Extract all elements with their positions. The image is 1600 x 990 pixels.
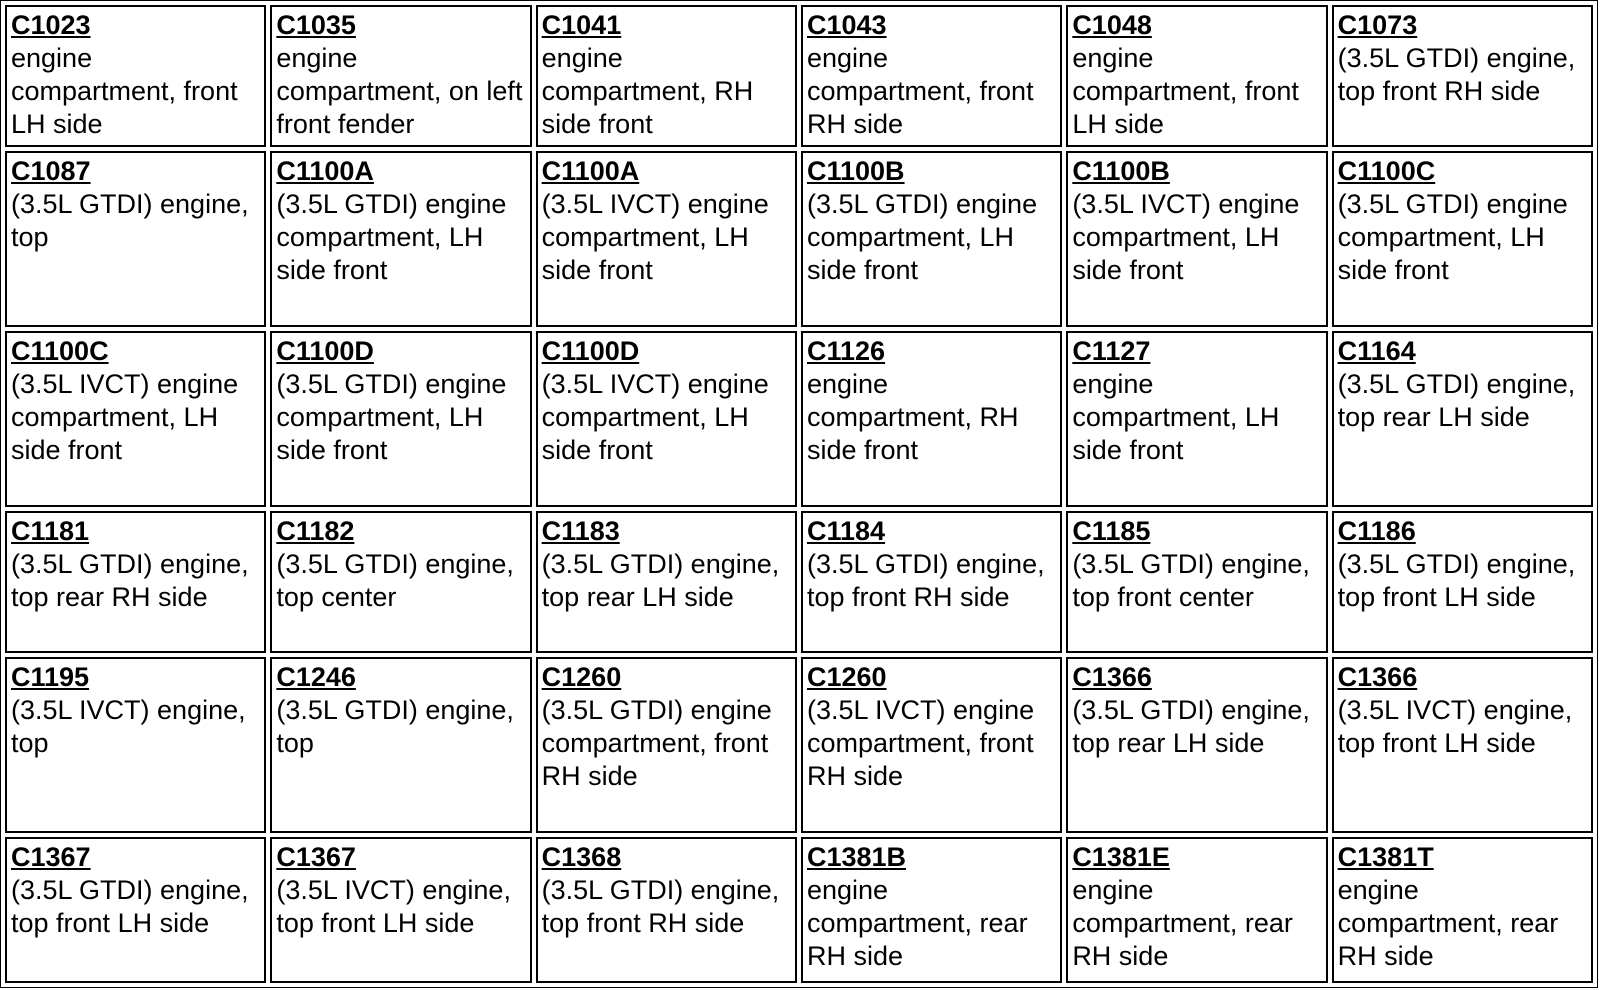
- connector-location-text: engine compartment, rear RH side: [1072, 875, 1293, 972]
- connector-code-link[interactable]: C1100D: [541, 335, 640, 366]
- connector-code-link[interactable]: C1073: [1337, 10, 1418, 40]
- table-row: [5, 657, 1593, 833]
- connector-location-text: (3.5L IVCT) engine compartment, LH side front: [541, 368, 769, 465]
- connector-cell: [1066, 657, 1327, 833]
- connector-location-text: (3.5L GTDI) engine, top front LH side: [1337, 549, 1576, 613]
- connector-cell: [1066, 511, 1327, 653]
- connector-location-text: (3.5L GTDI) engine compartment, LH side front: [1337, 188, 1568, 285]
- connector-location-text: (3.5L IVCT) engine compartment, LH side front: [541, 188, 769, 285]
- connector-location-text: (3.5L GTDI) engine, top: [276, 694, 514, 758]
- connector-code-link[interactable]: C1367: [276, 842, 356, 873]
- connector-cell: [801, 5, 1062, 147]
- connector-cell: [801, 657, 1062, 833]
- connector-code-link[interactable]: C1183: [541, 516, 620, 547]
- connector-code-link[interactable]: C1023: [11, 10, 91, 40]
- connector-location-text: (3.5L GTDI) engine, top front center: [1072, 549, 1310, 613]
- connector-code-link[interactable]: C1100A: [276, 155, 374, 186]
- connector-code-link[interactable]: C1087: [11, 155, 91, 186]
- connector-cell: [270, 657, 531, 833]
- connector-code-link[interactable]: C1185: [1072, 516, 1151, 547]
- connector-location-text: (3.5L GTDI) engine compartment, LH side front: [276, 368, 507, 465]
- table-row: [5, 511, 1593, 653]
- connector-code-link[interactable]: C1127: [1072, 335, 1151, 366]
- connector-cell: [1332, 837, 1593, 983]
- connector-location-text: (3.5L GTDI) engine, top: [11, 188, 249, 252]
- connector-code-link[interactable]: C1041: [541, 10, 622, 40]
- connector-code-link[interactable]: C1381B: [806, 842, 907, 873]
- connector-cell: [801, 331, 1062, 507]
- table-body: [5, 5, 1593, 983]
- connector-cell: [1332, 657, 1593, 833]
- connector-location-text: (3.5L GTDI) engine, top center: [276, 549, 514, 613]
- table-row: [5, 151, 1593, 327]
- connector-cell: [5, 151, 266, 327]
- connector-location-text: (3.5L IVCT) engine, top front LH side: [276, 875, 511, 939]
- connector-cell: [1066, 331, 1327, 507]
- connector-cell: [536, 657, 797, 833]
- connector-cell: [5, 331, 266, 507]
- connector-location-text: engine compartment, LH side front: [1072, 368, 1280, 465]
- connector-code-link[interactable]: C1100D: [276, 335, 374, 366]
- connector-location-text: engine compartment, front LH side: [11, 43, 238, 139]
- connector-cell: [536, 5, 797, 147]
- connector-location-text: (3.5L GTDI) engine compartment, front RH side: [541, 694, 772, 791]
- connector-cell: [1332, 331, 1593, 507]
- connector-cell: [270, 511, 531, 653]
- connector-cell: [536, 511, 797, 653]
- connector-cell: [801, 151, 1062, 327]
- connector-cell: [536, 331, 797, 507]
- connector-code-link[interactable]: C1181: [11, 516, 90, 547]
- connector-cell: [1066, 151, 1327, 327]
- connector-code-link[interactable]: C1043: [806, 10, 887, 40]
- connector-location-text: (3.5L IVCT) engine, top front LH side: [1337, 694, 1573, 758]
- connector-cell: [801, 511, 1062, 653]
- connector-cell: [270, 837, 531, 983]
- connector-cell: [5, 511, 266, 653]
- connector-cell: [1332, 511, 1593, 653]
- connector-code-link[interactable]: C1367: [11, 842, 91, 873]
- table-row: [5, 837, 1593, 983]
- connector-location-text: (3.5L GTDI) engine, top rear LH side: [541, 549, 780, 613]
- connector-location-text: engine compartment, on left front fender: [276, 43, 523, 139]
- connector-location-text: (3.5L GTDI) engine compartment, LH side front: [276, 188, 507, 285]
- connector-code-link[interactable]: C1366: [1072, 661, 1152, 692]
- connector-cell: [270, 151, 531, 327]
- connector-cell: [270, 331, 531, 507]
- connector-location-text: (3.5L IVCT) engine compartment, front RH side: [806, 694, 1035, 791]
- connector-location-text: (3.5L GTDI) engine compartment, LH side front: [806, 188, 1038, 285]
- connector-cell: [5, 837, 266, 983]
- connector-location-text: (3.5L IVCT) engine compartment, LH side front: [1072, 188, 1300, 285]
- connector-code-link[interactable]: C1035: [276, 10, 356, 40]
- connector-location-text: engine compartment, rear RH side: [806, 875, 1028, 972]
- connector-code-link[interactable]: C1260: [806, 661, 887, 692]
- table-row: [5, 5, 1593, 147]
- connector-code-link[interactable]: C1260: [541, 661, 622, 692]
- connector-cell: [5, 657, 266, 833]
- connector-code-link[interactable]: C1246: [276, 661, 356, 692]
- connector-code-link[interactable]: C1186: [1337, 516, 1416, 547]
- connector-code-link[interactable]: C1368: [541, 842, 622, 873]
- connector-cell: [1066, 5, 1327, 147]
- connector-location-text: (3.5L IVCT) engine, top: [11, 694, 246, 758]
- connector-code-link[interactable]: C1182: [276, 516, 355, 547]
- connector-code-link[interactable]: C1100C: [11, 335, 109, 366]
- connector-code-link[interactable]: C1195: [11, 661, 90, 692]
- connector-code-link[interactable]: C1126: [806, 335, 886, 366]
- connector-location-text: (3.5L GTDI) engine, top rear LH side: [1337, 368, 1576, 432]
- connector-code-link[interactable]: C1100B: [1072, 155, 1170, 186]
- connector-location-text: (3.5L GTDI) engine, top front RH side: [1337, 43, 1576, 106]
- connector-code-link[interactable]: C1184: [806, 516, 886, 547]
- connector-location-text: (3.5L GTDI) engine, top rear LH side: [1072, 694, 1310, 758]
- connector-cell: [1332, 5, 1593, 147]
- connector-location-text: engine compartment, RH side front: [806, 368, 1019, 465]
- connector-location-text: (3.5L GTDI) engine, top front RH side: [806, 549, 1045, 613]
- table-row: [5, 331, 1593, 507]
- connector-location-text: (3.5L GTDI) engine, top rear RH side: [11, 549, 249, 613]
- connector-location-text: (3.5L GTDI) engine, top front LH side: [11, 875, 249, 939]
- connector-code-link[interactable]: C1366: [1337, 661, 1418, 692]
- connector-location-text: engine compartment, RH side front: [541, 43, 754, 139]
- connector-code-link[interactable]: C1381E: [1072, 842, 1170, 873]
- connector-code-link[interactable]: C1100B: [806, 155, 905, 186]
- connector-location-text: engine compartment, front RH side: [806, 43, 1034, 139]
- connector-cell: [270, 5, 531, 147]
- connector-cell: [536, 837, 797, 983]
- connector-code-link[interactable]: C1048: [1072, 10, 1152, 40]
- connector-cell: [801, 837, 1062, 983]
- connector-location-table: [1, 1, 1597, 987]
- connector-code-link[interactable]: C1100A: [541, 155, 640, 186]
- connector-code-link[interactable]: C1381T: [1337, 842, 1434, 873]
- connector-location-text: (3.5L GTDI) engine, top front RH side: [541, 875, 780, 939]
- connector-location-text: engine compartment, rear RH side: [1337, 875, 1559, 972]
- connector-code-link[interactable]: C1164: [1337, 335, 1416, 366]
- connector-code-link[interactable]: C1100C: [1337, 155, 1436, 186]
- connector-location-text: engine compartment, front LH side: [1072, 43, 1299, 139]
- connector-cell: [1332, 151, 1593, 327]
- connector-cell: [5, 5, 266, 147]
- connector-cell: [1066, 837, 1327, 983]
- connector-cell: [536, 151, 797, 327]
- connector-location-text: (3.5L IVCT) engine compartment, LH side front: [11, 368, 239, 465]
